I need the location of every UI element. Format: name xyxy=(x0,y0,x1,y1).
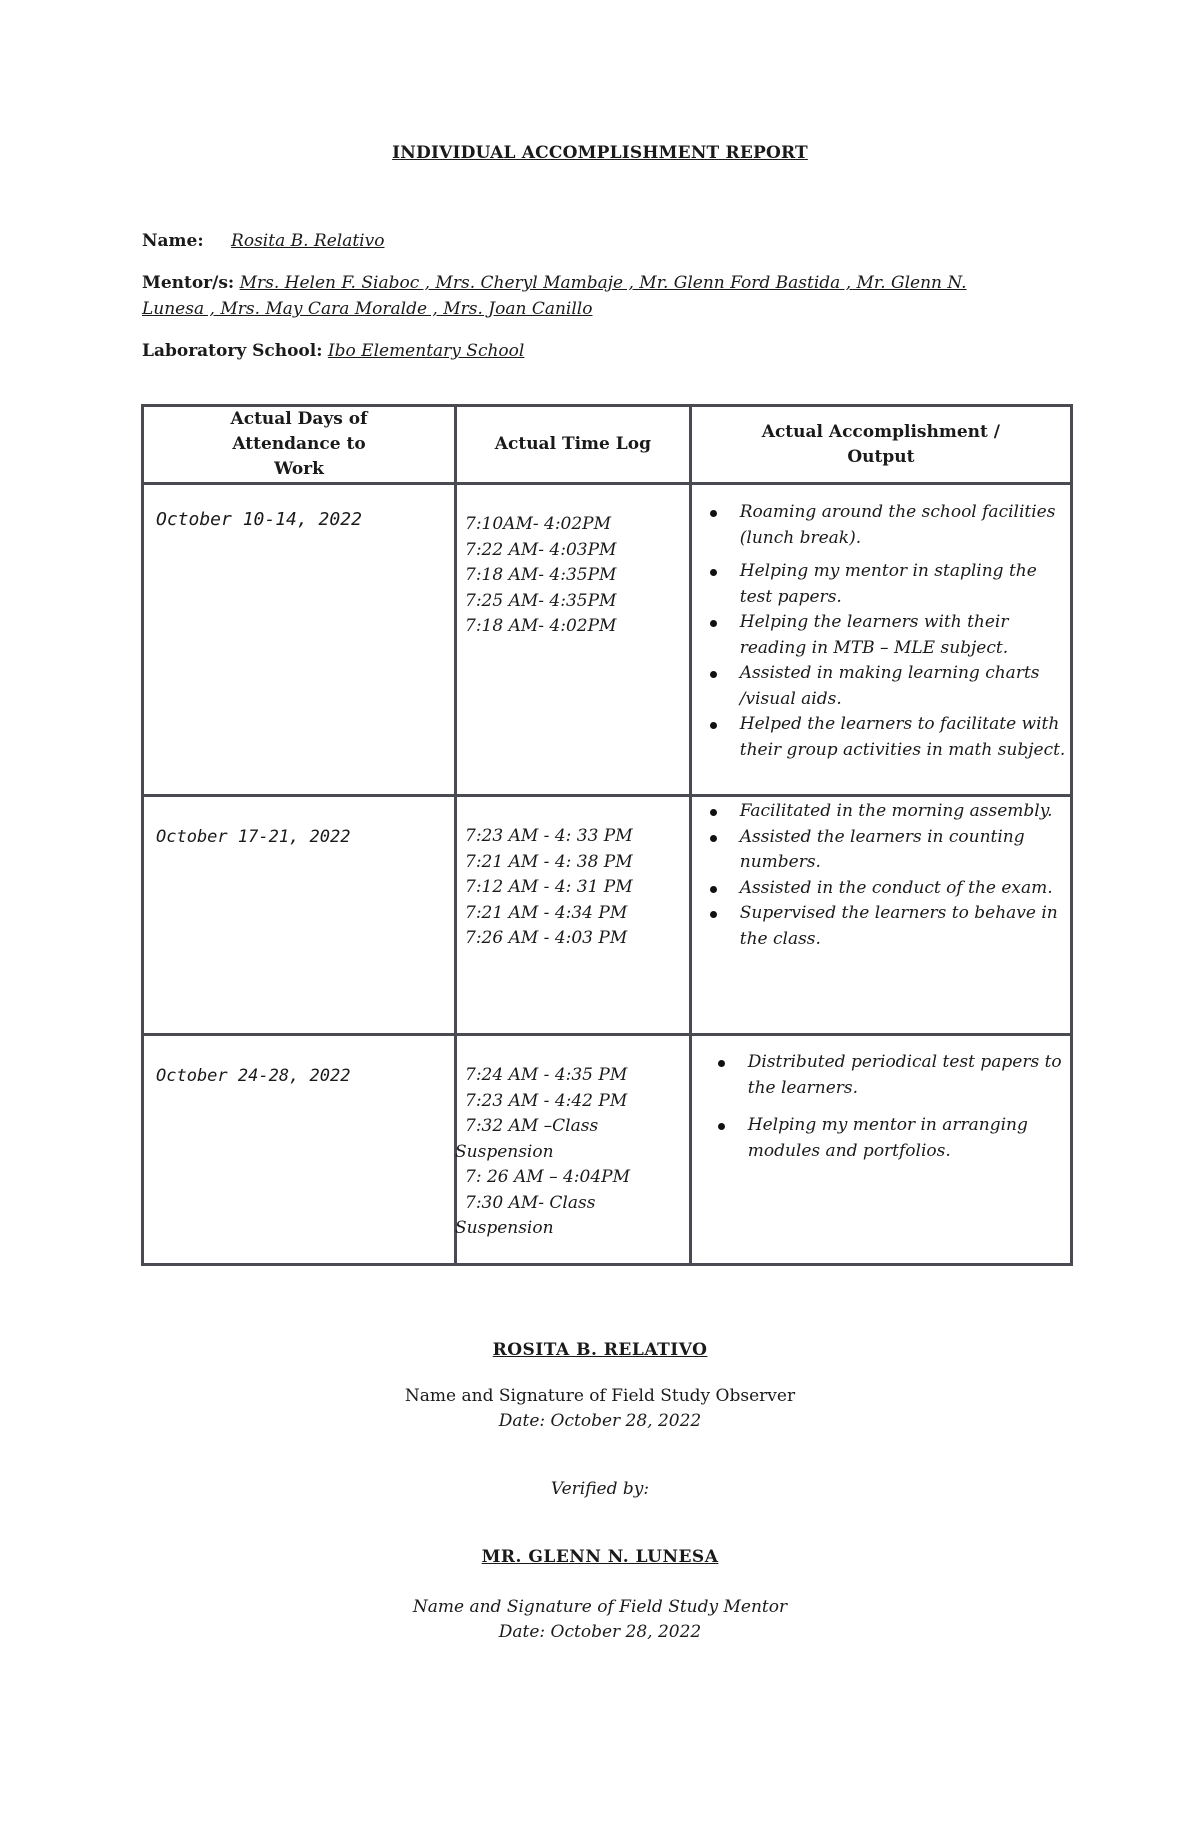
list-item: Assisted in the conduct of the exam. xyxy=(740,876,1070,902)
accomplishment-list xyxy=(692,799,1070,952)
observer-role: Name and Signature of Field Study Observer xyxy=(404,1386,796,1406)
accomplishment-cell xyxy=(690,1035,1071,1265)
laboratory-school-field xyxy=(142,338,524,364)
table-row xyxy=(143,1035,1072,1265)
mentor-value: Mrs. Helen F. Siaboc , Mrs. Cheryl Mambaje , Mr. Glenn Ford Bastida , Mr. Glenn N. Lunesa , Mrs. May Cara Moralde , Mrs. Joan Canillo xyxy=(142,273,967,319)
header-time-log: Actual Time Log xyxy=(456,406,691,484)
list-item: Helping the learners with their reading in MTB – MLE subject. xyxy=(740,610,1070,661)
laboratory-school-label: Laboratory School: xyxy=(142,341,323,361)
name-value: Rosita B. Relativo xyxy=(231,231,385,251)
table-row xyxy=(143,796,1072,1035)
time-entry: 7:21 AM - 4:34 PM xyxy=(465,902,628,923)
accomplishment-list xyxy=(692,1050,1070,1164)
days-cell: October 17-21, 2022 xyxy=(143,796,456,1035)
time-entry: 7: 26 AM – 4:04PM xyxy=(465,1167,630,1187)
mentor-signature-role: Name and Signature of Field Study Mentor xyxy=(412,1597,788,1617)
observer-date: Date: October 28, 2022 xyxy=(498,1411,702,1431)
header-days: Actual Days of Attendance to Work xyxy=(143,406,456,484)
time-entry: 7:18 AM- 4:02PM xyxy=(465,616,617,636)
mentor-signature-name: MR. GLENN N. LUNESA xyxy=(481,1547,719,1567)
accomplishment-cell xyxy=(690,796,1071,1035)
list-item: Supervised the learners to behave in the class. xyxy=(740,901,1070,952)
time-log-cell xyxy=(456,1035,691,1265)
accomplishment-list xyxy=(692,500,1070,763)
time-entry: 7:26 AM - 4:03 PM xyxy=(465,928,628,948)
mentor-signature-date: Date: October 28, 2022 xyxy=(498,1622,702,1642)
list-item: Distributed periodical test papers to the learners. xyxy=(748,1050,1070,1101)
accomplishment-table xyxy=(141,404,1073,1266)
time-entry: Suspension xyxy=(455,1141,554,1162)
observer-name: ROSITA B. RELATIVO xyxy=(492,1340,708,1360)
time-entry: 7:21 AM - 4: 38 PM xyxy=(465,851,633,872)
mentor-field xyxy=(142,270,972,322)
time-entry: 7:25 AM- 4:35PM xyxy=(465,590,617,611)
time-entry: 7:24 AM - 4:35 PM xyxy=(465,1065,628,1085)
laboratory-school-value: Ibo Elementary School xyxy=(327,341,525,361)
list-item: Assisted the learners in counting numbers. xyxy=(740,825,1070,876)
list-item: Helped the learners to facilitate with their group activities in math subject. xyxy=(740,712,1070,763)
days-cell: October 10-14, 2022 xyxy=(143,484,456,796)
mentor-label: Mentor/s: xyxy=(142,273,235,293)
time-log-cell xyxy=(456,796,691,1035)
list-item: Roaming around the school facilities (lunch break). xyxy=(740,500,1070,551)
time-entry: 7:23 AM - 4:42 PM xyxy=(465,1090,628,1111)
name-label: Name: xyxy=(142,231,204,251)
verified-by-label: Verified by: xyxy=(550,1479,650,1499)
name-field xyxy=(142,228,384,254)
time-entry: 7:12 AM - 4: 31 PM xyxy=(465,877,633,897)
time-log-cell xyxy=(456,484,691,796)
header-accomplishment: Actual Accomplishment / Output xyxy=(690,406,1071,484)
time-entry: 7:32 AM –Class xyxy=(465,1116,599,1136)
list-item: Facilitated in the morning assembly. xyxy=(740,799,1070,825)
time-entry: 7:10AM- 4:02PM xyxy=(465,514,612,534)
time-entry: 7:23 AM - 4: 33 PM xyxy=(465,826,633,846)
accomplishment-cell xyxy=(690,484,1071,796)
days-cell: October 24-28, 2022 xyxy=(143,1035,456,1265)
time-entry: Suspension xyxy=(455,1218,554,1238)
list-item: Helping my mentor in arranging modules and portfolios. xyxy=(748,1113,1070,1164)
time-entry: 7:30 AM- Class xyxy=(465,1192,596,1213)
time-entry: 7:22 AM- 4:03PM xyxy=(465,539,617,560)
table-row xyxy=(143,484,1072,796)
list-item: Helping my mentor in stapling the test papers. xyxy=(740,559,1070,610)
report-title: INDIVIDUAL ACCOMPLISHMENT REPORT xyxy=(392,143,808,163)
time-entry: 7:18 AM- 4:35PM xyxy=(465,565,617,585)
table-header-row xyxy=(143,406,1072,484)
list-item: Assisted in making learning charts /visual aids. xyxy=(740,661,1070,712)
